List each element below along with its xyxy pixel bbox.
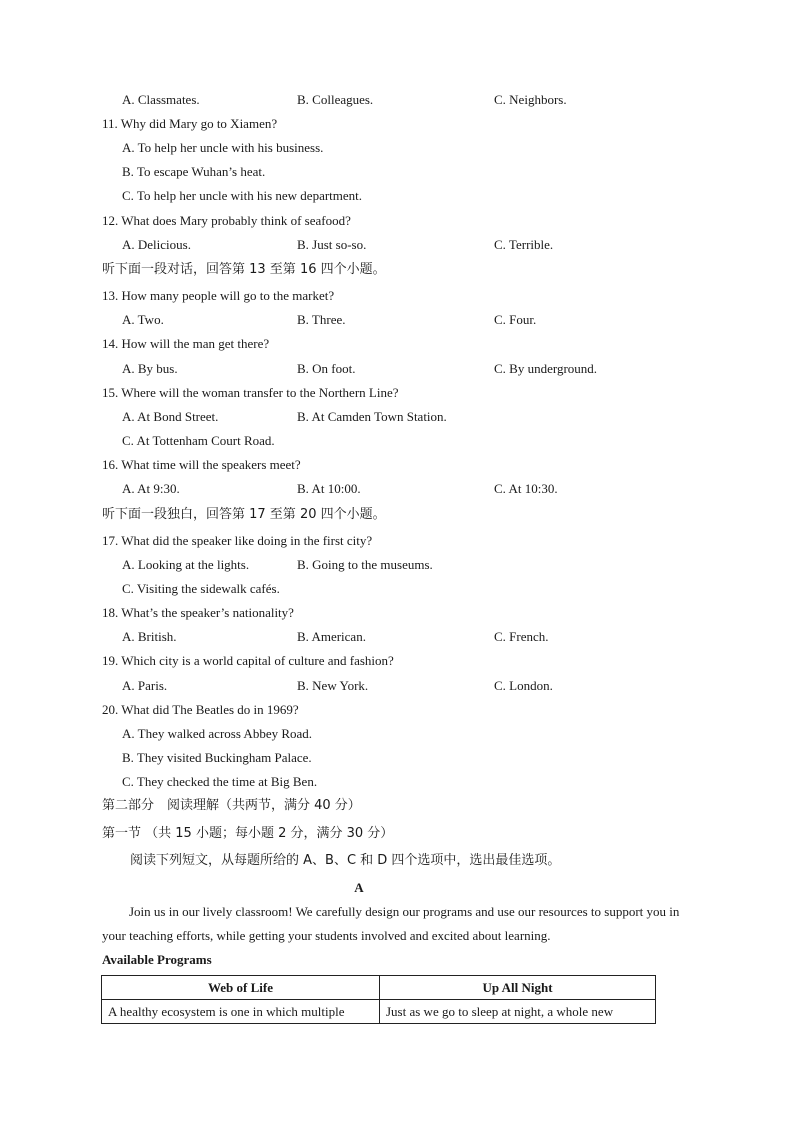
instruction-17-20: 听下面一段独白，回答第 17 至第 20 四个小题。 bbox=[102, 507, 386, 522]
passage-intro: Join us in our lively classroom! We carefully design our programs and use our resources to support you in your teaching efforts, while getting your students involved and excited about learning. bbox=[102, 904, 680, 943]
q18-option-a: A. British. bbox=[122, 629, 177, 644]
q12-question: 12. What does Mary probably think of seafood? bbox=[102, 213, 351, 228]
q12-option-b: B. Just so-so. bbox=[297, 237, 367, 252]
q18-option-c: C. French. bbox=[494, 629, 549, 644]
table-cell-web-of-life: A healthy ecosystem is one in which multiple bbox=[102, 1000, 380, 1024]
q11-option-b: B. To escape Wuhan’s heat. bbox=[122, 164, 266, 179]
section1-title: 第一节 （共 15 小题；每小题 2 分，满分 30 分） bbox=[102, 826, 394, 841]
q15-question: 15. Where will the woman transfer to the Northern Line? bbox=[102, 385, 399, 400]
q20-option-c: C. They checked the time at Big Ben. bbox=[122, 774, 318, 789]
q17-option-c: C. Visiting the sidewalk cafés. bbox=[122, 581, 280, 596]
q18-question: 18. What’s the speaker’s nationality? bbox=[102, 605, 294, 620]
part2-title: 第二部分 阅读理解（共两节，满分 40 分） bbox=[102, 798, 361, 813]
q13-option-a: A. Two. bbox=[122, 312, 164, 327]
q14-question: 14. How will the man get there? bbox=[102, 336, 270, 351]
q12-option-a: A. Delicious. bbox=[122, 237, 191, 252]
programs-heading: Available Programs bbox=[102, 952, 212, 967]
q17-option-b: B. Going to the museums. bbox=[297, 557, 433, 572]
q15-option-b: B. At Camden Town Station. bbox=[297, 409, 447, 424]
q11-option-a: A. To help her uncle with his business. bbox=[122, 140, 324, 155]
q11-option-c: C. To help her uncle with his new department. bbox=[122, 188, 363, 203]
programs-table bbox=[101, 975, 656, 1024]
q10-option-a: A. Classmates. bbox=[122, 92, 200, 107]
q19-option-b: B. New York. bbox=[297, 678, 369, 693]
q20-option-a: A. They walked across Abbey Road. bbox=[122, 726, 313, 741]
q15-option-c: C. At Tottenham Court Road. bbox=[122, 433, 275, 448]
q14-option-a: A. By bus. bbox=[122, 361, 178, 376]
q16-question: 16. What time will the speakers meet? bbox=[102, 457, 301, 472]
q19-option-c: C. London. bbox=[494, 678, 553, 693]
instruction-13-16: 听下面一段对话，回答第 13 至第 16 四个小题。 bbox=[102, 262, 386, 277]
q16-option-b: B. At 10:00. bbox=[297, 481, 361, 496]
q13-option-b: B. Three. bbox=[297, 312, 346, 327]
q16-option-c: C. At 10:30. bbox=[494, 481, 558, 496]
q19-option-a: A. Paris. bbox=[122, 678, 168, 693]
q13-option-c: C. Four. bbox=[494, 312, 537, 327]
table-row bbox=[102, 1000, 656, 1024]
q14-option-c: C. By underground. bbox=[494, 361, 598, 376]
q14-option-b: B. On foot. bbox=[297, 361, 356, 376]
reading-instruction: 阅读下列短文，从每题所给的 A、B、C 和 D 四个选项中，选出最佳选项。 bbox=[130, 853, 561, 868]
q12-option-c: C. Terrible. bbox=[494, 237, 554, 252]
table-header-row bbox=[102, 976, 656, 1000]
q17-question: 17. What did the speaker like doing in the first city? bbox=[102, 533, 373, 548]
q16-option-a: A. At 9:30. bbox=[122, 481, 180, 496]
q18-option-b: B. American. bbox=[297, 629, 366, 644]
q10-option-b: B. Colleagues. bbox=[297, 92, 374, 107]
q15-option-a: A. At Bond Street. bbox=[122, 409, 219, 424]
table-cell-up-all-night: Just as we go to sleep at night, a whole new bbox=[380, 1000, 656, 1024]
q19-question: 19. Which city is a world capital of culture and fashion? bbox=[102, 653, 394, 668]
passage-letter: A bbox=[354, 880, 364, 895]
table-header-web-of-life: Web of Life bbox=[102, 976, 380, 1000]
table-header-up-all-night: Up All Night bbox=[380, 976, 656, 1000]
q11-question: 11. Why did Mary go to Xiamen? bbox=[102, 116, 278, 131]
q10-option-c: C. Neighbors. bbox=[494, 92, 567, 107]
q20-option-b: B. They visited Buckingham Palace. bbox=[122, 750, 312, 765]
q13-question: 13. How many people will go to the market? bbox=[102, 288, 335, 303]
q17-option-a: A. Looking at the lights. bbox=[122, 557, 250, 572]
q20-question: 20. What did The Beatles do in 1969? bbox=[102, 702, 299, 717]
